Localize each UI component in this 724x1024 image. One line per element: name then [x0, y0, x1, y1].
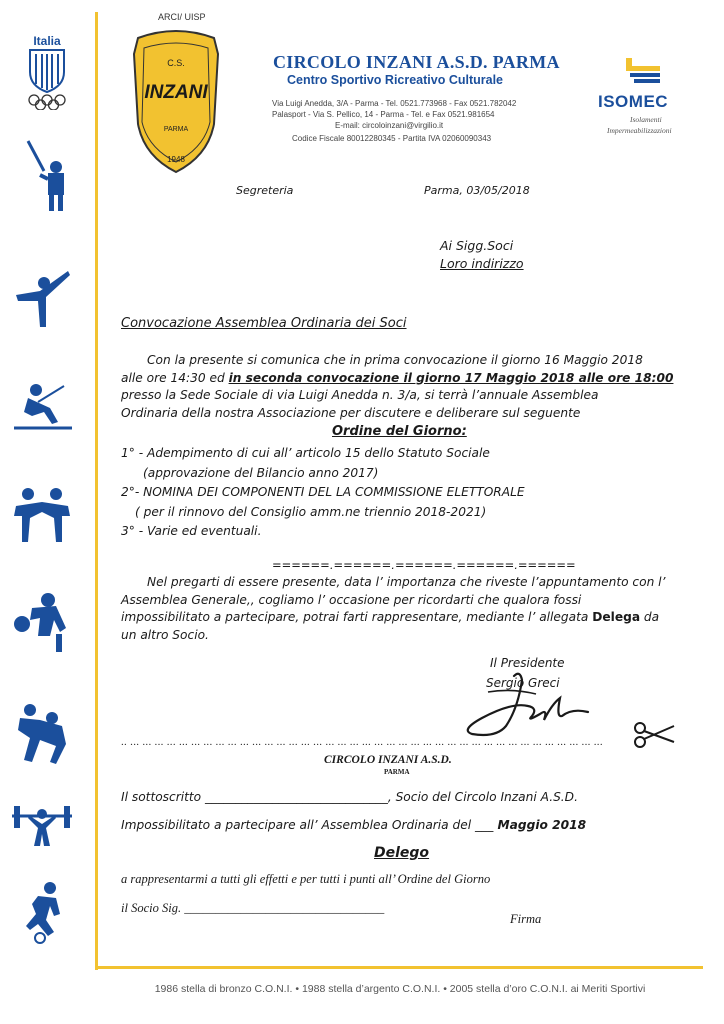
crest-year: 1948	[167, 155, 185, 164]
para2-line-3	[121, 609, 691, 627]
signature-label: Firma	[510, 912, 542, 926]
agenda-item-1: 1° - Adempimento di cui all’ articolo 15 dello Statuto Sociale	[121, 446, 490, 460]
delega-highlight: Delega	[592, 610, 641, 624]
judo-icon	[10, 700, 74, 770]
para2-line-1: Nel pregarti di essere presente, data l’ importanza che riveste l’appuntamento con l’	[147, 575, 666, 589]
sponsor-tagline-2: Impermeabilizzazioni	[607, 126, 672, 135]
agenda-item-1-detail: (approvazione del Bilancio anno 2017)	[143, 465, 379, 480]
second-convocation-highlight: in seconda convocazione il giorno 17 Maggio 2018 alle ore 18:00	[228, 370, 674, 385]
crest-city: PARMA	[163, 126, 189, 133]
form-title: CIRCOLO INZANI A.S.D.	[324, 754, 452, 766]
gymnast-icon	[10, 265, 74, 337]
club-subtitle: Centro Sportivo Ricreativo Culturale	[287, 73, 504, 87]
bowler-icon	[10, 590, 74, 656]
agenda-title: Ordine del Giorno:	[332, 424, 467, 439]
italia-label: Italia	[33, 34, 61, 48]
form-line-unable	[121, 818, 586, 832]
recipient-line-1: Ai Sigg.Soci	[440, 238, 514, 253]
form-line-member: il Socio Sig. ________________________________	[121, 901, 385, 915]
para1-line-2-text: alle ore 14:30 ed	[121, 370, 229, 385]
crest-main: INZANI	[144, 82, 208, 103]
skier-icon	[10, 382, 74, 438]
club-name: CIRCOLO INZANI A.S.D. PARMA	[273, 52, 560, 72]
agenda-item-2-detail: ( per il rinnovo del Consiglio amm.ne triennio 2018-2021)	[135, 504, 487, 519]
weightlifter-icon	[10, 802, 74, 850]
para1-line-3: presso la Sede Sociale di via Luigi Anedda n. 3/a, si terrà l’annuale Assemblea	[121, 388, 599, 402]
unable-text: Impossibilitato a partecipare all’ Assemblea Ordinaria del ___	[121, 818, 494, 832]
address-line-1: Via Luigi Anedda, 3/A - Parma - Tel. 0521.773968 - Fax 0521.782042	[272, 99, 517, 108]
president-name: Sergio Greci	[486, 676, 560, 690]
form-line-represent: a rappresentarmi a tutti gli effetti e per tutti i punti all’ Ordine del Giorno	[121, 872, 491, 886]
place-date: Parma, 03/05/2018	[424, 184, 530, 197]
form-subtitle: PARMA	[384, 768, 410, 776]
frame-vertical-line	[95, 12, 98, 970]
para1-line-4: Ordinaria della nostra Associazione per discutere e deliberare sul seguente	[121, 405, 581, 420]
office-label: Segreteria	[236, 184, 294, 197]
isomec-logo-mark	[624, 56, 660, 88]
president-title: Il Presidente	[490, 656, 565, 670]
sponsor-tagline-1: Isolamenti	[630, 115, 662, 124]
para2-line-3-text: impossibilitato a partecipare, potrai farti rappresentare, mediante l’ allegata	[121, 610, 593, 624]
wrestlers-icon	[10, 486, 74, 546]
tax-line: Codice Fiscale 80012280345 - Partita IVA 02060090343	[292, 134, 492, 143]
footballer-icon	[10, 880, 74, 944]
meeting-month: Maggio 2018	[493, 818, 587, 832]
undersigned-label: Il sottoscritto	[121, 790, 202, 804]
para2-line-3-end: da	[640, 610, 660, 624]
agenda-list	[121, 444, 681, 542]
crest-top: C.S.	[167, 58, 185, 68]
form-line-undersigned	[121, 790, 578, 804]
sponsor-name: ISOMEC	[598, 92, 669, 111]
paragraph-delegation	[121, 574, 691, 644]
email-line: E-mail: circoloinzani@virgilio.it	[335, 121, 444, 130]
recipient-line-2: Loro indirizzo	[440, 256, 524, 271]
address-line-2: Palasport - Via S. Pellico, 14 - Parma - Tel. e Fax 0521.981654	[272, 110, 495, 119]
agenda-item-3: 3° - Varie ed eventuali.	[121, 524, 262, 538]
cut-line: .. ... ... ... ... ... ... ... ... ... ... ... ... ... ... ... ... ... ... ... ... ... ... ... ... ... ... ... ... ... ... ... ... ... ... ... ... ... ... ...	[121, 736, 603, 748]
para1-line-2	[121, 370, 681, 388]
president-signature	[452, 668, 592, 742]
para2-line-4: un altro Socio.	[121, 627, 209, 642]
para2-line-2: Assemblea Generale,, cogliamo l’ occasione per ricordarti che qualora fossi	[121, 592, 582, 607]
separator-line: ======.======.======.======.======	[272, 558, 576, 572]
italia-logo	[22, 34, 72, 114]
delego-title: Delego	[374, 845, 430, 861]
scissors-icon	[632, 722, 676, 748]
para1-line-1: Con la presente si comunica che in prima convocazione il giorno 16 Maggio 2018	[147, 353, 643, 367]
arci-label: ARCI/ UISP	[158, 12, 206, 22]
frame-horizontal-line	[95, 966, 703, 969]
olympic-rings-icon	[22, 48, 72, 110]
subject-line: Convocazione Assemblea Ordinaria dei Soci	[121, 316, 407, 331]
footer-awards: 1986 stella di bronzo C.O.N.I. • 1988 stella d’argento C.O.N.I. • 2005 stella d’oro C.O.N.I. ai Meriti Sportivi	[154, 983, 646, 995]
undersigned-blank: ______________________________	[205, 790, 388, 804]
undersigned-suffix: , Socio del Circolo Inzani A.S.D.	[387, 790, 578, 804]
paragraph-convocation	[121, 352, 681, 422]
fencer-icon	[10, 135, 74, 215]
club-crest	[128, 24, 224, 174]
agenda-item-2: 2°- NOMINA DEI COMPONENTI DEL LA COMMISSIONE ELETTORALE	[121, 485, 525, 499]
